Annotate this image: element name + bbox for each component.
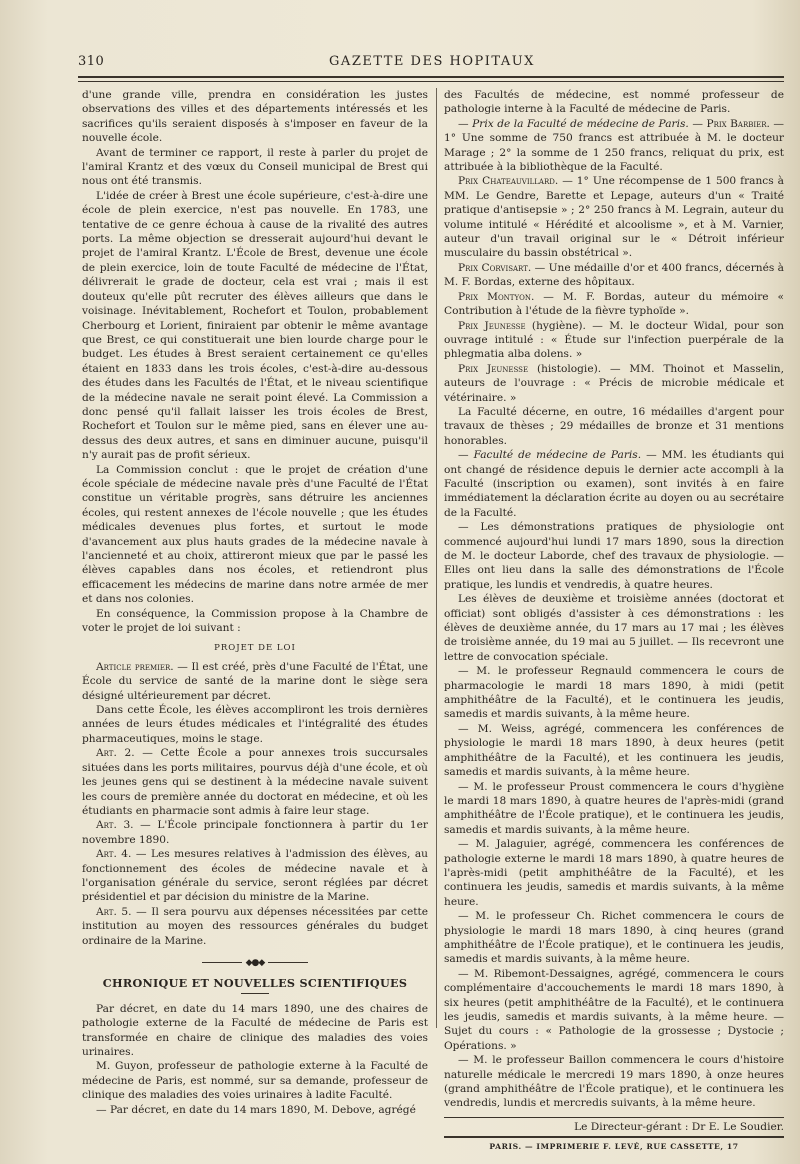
paragraph: La Commission conclut : que le projet de création d'une école spéciale de médecine navale près d'une Faculté de l'État constitue un véritable progrès, sans détruire les anciennes écoles, qui restent annexes de l'école nouvelle ; que les études médicales devenues plus fortes, et surtout le mode d'avancement aux plus hauts grades de la médecine navale à l'ancienneté et au choix, attireront mieux que par le passé les élèves capables dans nos écoles, et retiendront plus efficacement les médecins de marine dans notre armée de mer et dans nos colonies.: [82, 463, 428, 606]
prize-label: Prix Jeunesse: [458, 319, 526, 332]
ornament-separator: ◆●◆: [82, 956, 428, 970]
paragraph: Avant de terminer ce rapport, il reste à parler du projet de l'amiral Krantz et des vœux du Conseil municipal de Brest qui nous ont été transmis.: [82, 146, 428, 188]
column-divider: [436, 88, 437, 1028]
article-label: Article premier.: [96, 660, 174, 673]
paragraph: En conséquence, la Commission propose à la Chambre de voter le projet de loi suivant :: [82, 607, 428, 635]
paragraph: L'idée de créer à Brest une école supérieure, c'est-à-dire une école de plein exercice, n'est pas nouvelle. En 1783, une tentative de ce genre échoua à cause de la rivalité des autres ports. La même objection se dresserait aujourd'hui devant le projet de l'amiral Krantz. L'École de Brest, devenue une école de plein exercice, loin de toute Faculté de médecine de l'État, délivrerait le grade de docteur, cela est vrai ; mais il est douteux qu'elle pût recruter des élèves ailleurs que dans le voisinage. Inévitablement, Rochefort et Toulon, probablement Cherbourg et Lorient, finiraient par obtenir le même avantage que Brest, ce qui constituerait une bien lourde charge pour le budget. Les études à Brest seraient certainement ce qu'elles étaient en 1833 dans les trois écoles, c'est-à-dire au-dessous des études dans les Facultés de l'État, et le niveau scientifique de la médecine navale ne serait point élevé. La Commission a donc pensé qu'il fallait laisser les trois écoles de Brest, Rochefort et Toulon sur le même pied, sans en élever une au-dessus des deux autres, et sans en diminuer aucune, puisqu'il n'y aurait pas de profit sérieux.: [82, 189, 428, 462]
prize-text: — Une médaille d'or et 400 francs, décernés à M. F. Bordas, externe des hôpitaux.: [444, 261, 784, 289]
prize-jeunesse-hygiene: [444, 319, 784, 362]
section-title: Prix de la Faculté de médecine de Paris.: [472, 117, 689, 130]
article-label: Art. 4.: [96, 848, 132, 861]
short-rule: [241, 993, 269, 994]
prize-montyon: [444, 290, 784, 319]
paragraph: des Facultés de médecine, est nommé professeur de pathologie interne à la Faculté de médecine de Paris.: [444, 89, 784, 116]
prize-text: — M. F. Bordas, auteur du mémoire « Contribution à l'étude de la fièvre typhoïde ».: [444, 290, 784, 318]
article-label: Art. 3.: [96, 819, 134, 832]
prize-label: Prix Corvisart.: [458, 261, 532, 274]
news-item: Les élèves de deuxième et troisième années (doctorat et officiat) sont obligés d'assister à ces démonstrations : les élèves de deuxième année, du 17 mars au 17 mai ; les élèves de troisième année, du 19 mai au 5 juillet. — Ils recevront une lettre de convocation spéciale.: [444, 593, 784, 663]
prize-chateauvillard: [444, 174, 784, 260]
news-item: — M. le professeur Proust commencera le cours d'hygiène le mardi 18 mars 1890, à quatre heures de l'après-midi (grand amphithéâtre de l'École pratique), et le continuera les jeudis, samedis et mardis suivants, à la même heure.: [444, 780, 784, 836]
footer-rule: [444, 1117, 784, 1118]
article-1: [82, 660, 428, 703]
running-title: GAZETTE DES HOPITAUX: [329, 54, 535, 69]
article-text: — L'École principale fonctionnera à partir du 1er novembre 1890.: [82, 819, 428, 846]
news-item: — M. le professeur Ch. Richet commencera le cours de physiologie le mardi 18 mars 1890, à cinq heures (grand amphithéâtre de l'École pratique), et le continuera les jeudis, samedis et mardis suivants, à la même heure.: [444, 910, 784, 966]
article-label: Art. 2.: [96, 747, 135, 760]
projet-de-loi-heading: PROJET DE LOI: [214, 643, 296, 654]
imprint-rule: [444, 1136, 784, 1138]
prize-jeunesse-histologie: [444, 362, 784, 405]
faculty-notice: — Faculté de médecine de Paris. — MM. les étudiants qui ont changé de résidence depuis le dernier acte accompli à la Faculté (inscription ou examen), sont invités à en faire immédiatement la déclaration écrite au doyen ou au secrétaire de la Faculté.: [444, 449, 785, 519]
news-item: — Par décret, en date du 14 mars 1890, M. Debove, agrégé: [96, 1103, 416, 1116]
paragraph: Dans cette École, les élèves accompliront les trois dernières années de leurs études médicales et l'intégralité des études pharmaceutiques, moins le stage.: [82, 704, 428, 745]
section-title: Faculté de médecine de Paris.: [473, 449, 642, 462]
article-2: [82, 746, 428, 818]
news-item: — M. le professeur Regnauld commencera le cours de pharmacologie le mardi 18 mars 1890, à midi (petit amphithéâtre de la Faculté), et le continuera les jeudis, samedis et mardis suivants, à la même heure.: [444, 665, 784, 721]
article-text: — Il est créé, près d'une Faculté de l'État, une École du service de santé de la marine dont le siège sera désigné ultérieurement par décret.: [82, 660, 428, 702]
page-header: [78, 54, 786, 74]
signature: Le Directeur-gérant : Dr E. Le Soudier.: [574, 1120, 784, 1133]
left-column: [82, 88, 428, 1138]
article-3: [82, 818, 428, 847]
article-5: [82, 905, 428, 948]
article-text: — Cette École a pour annexes trois succursales situées dans les ports militaires, pourvus déjà d'une école, et où les jeunes gens qui se destinent à la médecine navale suivent les cours de première année du doctorat en médecine, et où les étudiants en pharmacie sont admis à faire leur stage.: [82, 747, 428, 817]
prize-text: (histologie). — MM. Thoinot et Masselin, auteurs de l'ouvrage : « Précis de microbie médicale et vétérinaire. »: [444, 362, 784, 404]
prize-corvisart: [444, 261, 784, 290]
prize-text: 1° Une somme de 750 francs est attribuée à M. le docteur Marage ; 2° la somme de 1 250 francs, reliquat du prix, est attribuée à la bibliothèque de la Faculté.: [444, 132, 784, 174]
prize-text: (hygiène). — M. le docteur Widal, pour son ouvrage intitulé : « Étude sur l'infection puerpérale de la phlegmatia alba dolens. »: [444, 319, 784, 361]
header-rule-thin: [78, 81, 784, 82]
notice-text: — MM. les étudiants qui ont changé de résidence depuis le dernier acte accompli à la Faculté (inscription ou examen), sont invités à en faire immédiatement la déclaration écrite au doyen ou au secrétaire de la Faculté.: [444, 449, 785, 519]
article-4: [82, 847, 428, 905]
news-item: — Les démonstrations pratiques de physiologie ont commencé aujourd'hui lundi 17 mars 1890, sous la direction de M. le docteur Laborde, chef des travaux de physiologie. — Elles ont lieu dans la salle des démonstrations de l'École pratique, les lundis et vendredis, à quatre heures.: [444, 521, 784, 591]
news-item: — M. Weiss, agrégé, commencera les conférences de physiologie le mardi 18 mars 1890, à deux heures (petit amphithéâtre de la Faculté), et les continuera les jeudis, samedis et mardis suivants, à la même heure.: [444, 722, 784, 779]
prize-label: Prix Barbier.: [706, 117, 770, 130]
news-item: — M. le professeur Baillon commencera le cours d'histoire naturelle médicale le mercredi 19 mars 1890, à onze heures (grand amphithéâtre de l'École pratique), et le continuera les vendredis, lundis et mercredis suivants, à la même heure.: [444, 1054, 784, 1110]
article-label: Art. 5.: [96, 905, 132, 918]
prize-text: — 1° Une récompense de 1 500 francs à MM. Le Gendre, Barette et Lepage, auteurs d'un « Traité pratique d'antisepsie » ; 2° 250 francs à M. Legrain, auteur du volume intitulé « Hérédité et alcoolisme », et à M. Varnier, auteur d'un travail original sur le « Détroit inférieur musculaire du bassin obstétrical ».: [444, 175, 784, 260]
imprint: PARIS. — IMPRIMERIE F. LEVÉ, RUE CASSETTE, 17: [489, 1142, 739, 1152]
news-item: M. Guyon, professeur de pathologie externe à la Faculté de médecine de Paris, est nommé, sur sa demande, professeur de clinique des maladies des voies urinaires à ladite Faculté.: [82, 1060, 428, 1102]
page-number: 310: [78, 54, 105, 69]
prize-label: Prix Jeunesse: [458, 362, 529, 375]
article-text: — Les mesures relatives à l'admission des élèves, au fonctionnement des écoles de médecine navale et à l'organisation générale du service, seront réglées par décret présidentiel et par décision du ministre de la Marine.: [82, 848, 428, 904]
paragraph: La Faculté décerne, en outre, 16 médailles d'argent pour travaux de thèses ; 29 médailles de bronze et 31 mentions honorables.: [444, 405, 784, 447]
news-item: — M. Jalaguier, agrégé, commencera les conférences de pathologie externe le mardi 18 mars 1890, à quatre heures de l'après-midi (petit amphithéâtre de la Faculté), et les continuera les jeudis, samedis et mardis suivants, à la même heure.: [444, 838, 784, 908]
news-item: — M. Ribemont-Dessaignes, agrégé, commencera le cours complémentaire d'accouchements le mardi 18 mars 1890, à six heures (petit amphithéâtre de la Faculté), et le continuera les jeudis, samedis et mardis suivants, à la même heure. — Sujet du cours : « Pathologie de la grossesse ; Dystocie ; Opérations. »: [444, 967, 784, 1052]
news-item: Par décret, en date du 14 mars 1890, une des chaires de pathologie externe de la Faculté de médecine de Paris est transformée en chaire de clinique des maladies des voies urinaires.: [82, 1002, 428, 1058]
right-column: [444, 88, 785, 1152]
paragraph: d'une grande ville, prendra en considération les justes observations des villes et des départements intéressés et les sacrifices qu'ils seraient disposés à s'imposer en faveur de la nouvelle école.: [82, 89, 428, 145]
prize-barbier: — Prix de la Faculté de médecine de Paris. — Prix Barbier. — 1° Une somme de 750 francs est attribuée à M. le docteur Marage ; 2° la somme de 1 250 francs, reliquat du prix, est attribuée à la bibliothèque de la Faculté.: [444, 117, 784, 174]
prize-label: Prix Chateauvillard.: [458, 175, 559, 188]
prize-label: Prix Montyon.: [458, 290, 535, 303]
article-text: — Il sera pourvu aux dépenses nécessitées par cette institution au moyen des ressources générales du budget ordinaire de la Marine.: [82, 905, 429, 947]
section-heading: CHRONIQUE ET NOUVELLES SCIENTIFIQUES: [102, 976, 408, 991]
header-rule-thick: [78, 76, 784, 78]
